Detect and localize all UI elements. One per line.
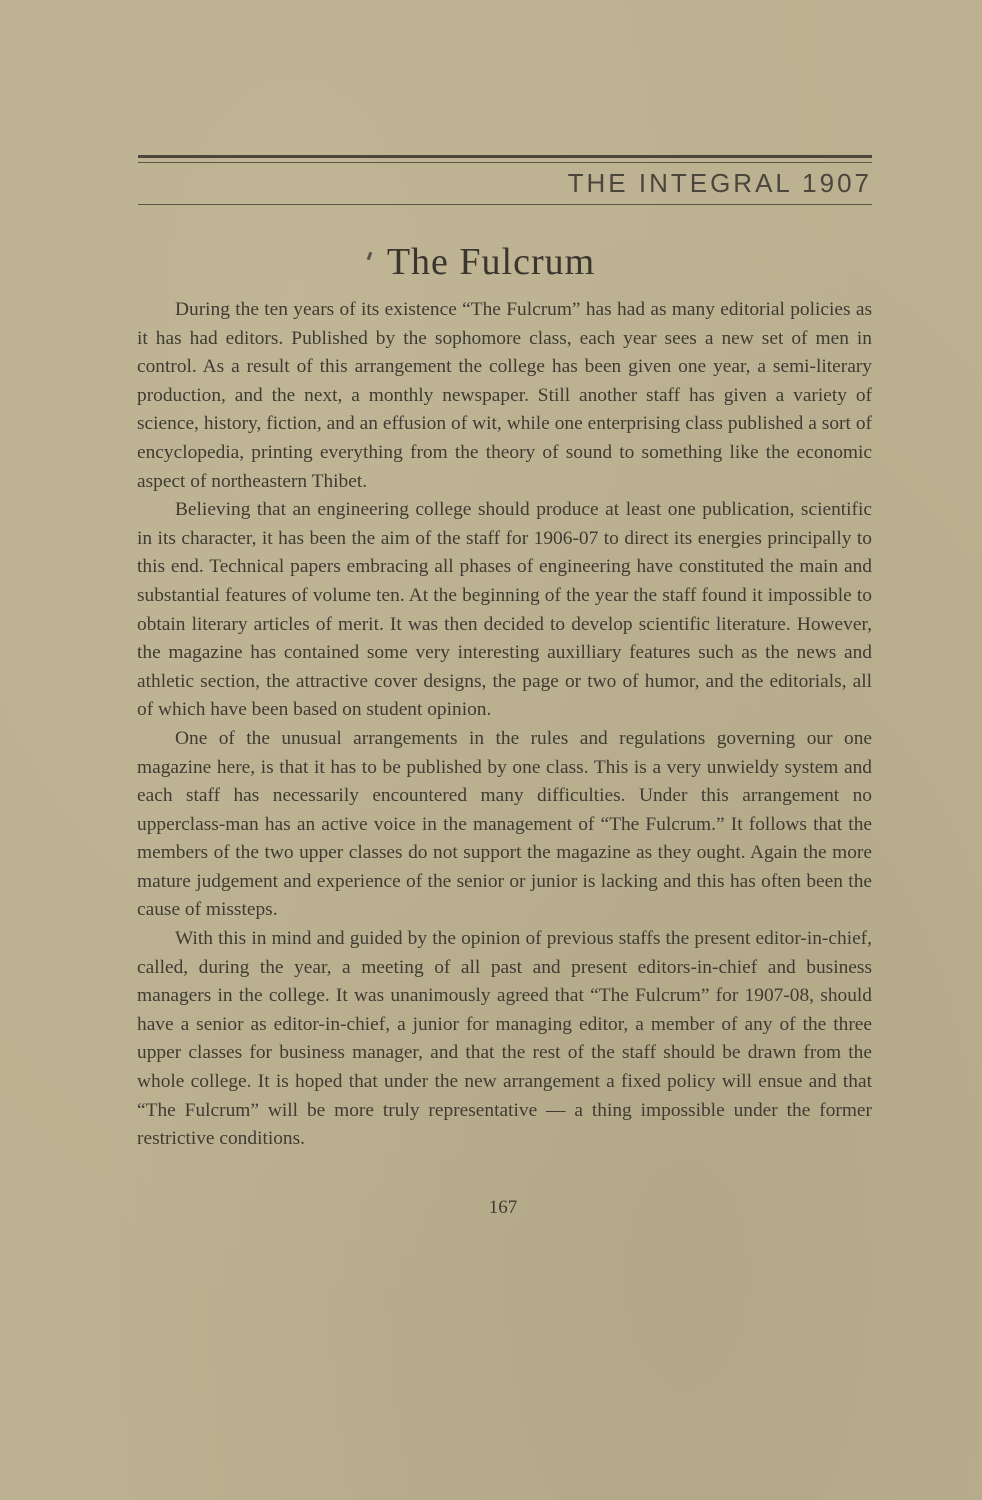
header-rule-thin bbox=[138, 162, 872, 163]
page-number: 167 bbox=[488, 1197, 518, 1218]
paragraph-1: During the ten years of its existence “The Fulcrum” has had as many editorial policies as it has had editors. Published by the sophomore class, each year sees a new set of men in control. As a result of this arrangement the college has been given one year, a semi-literary production, and the next, a monthly newspaper. Still another staff has given a variety of science, history, fiction, and an effusion of wit, while one enterprising class published a sort of encyclopedia, printing everything from the theory of sound to something like the economic aspect of northeastern Thibet. bbox=[137, 299, 872, 492]
article-title: The Fulcrum bbox=[386, 241, 596, 283]
header-rule-thick bbox=[138, 155, 872, 158]
running-head: THE INTEGRAL 1907 bbox=[567, 168, 872, 198]
paragraph-2: Believing that an engineering college should produce at least one publication, scientific in its character, it has been the aim of the staff for 1906-07 to direct its energies principally to this end. Technical papers embracing all phases of engineering have constituted the main and substantial features of volume ten. At the beginning of the year the staff found it impossible to obtain literary articles of merit. It was then decided to develop scientific literature. However, the magazine has contained some very interesting auxilliary features such as the news and athletic section, the attractive cover designs, the page or two of humor, and the editorials, all of which have been based on student opinion. bbox=[137, 499, 872, 721]
header-rule-bottom bbox=[138, 204, 872, 205]
paragraph-3: One of the unusual arrangements in the rules and regulations governing our one magazine here, is that it has to be published by one class. This is a very unwieldy system and each staff has necessarily encountered many difficulties. Under this arrangement no upperclass-man has an active voice in the management of “The Fulcrum.” It follows that the members of the two upper classes do not support the magazine as they ought. Again the more mature judgement and experience of the senior or junior is lacking and this has often been the cause of missteps. bbox=[137, 727, 872, 921]
paragraph-4: With this in mind and guided by the opinion of previous staffs the present editor-in-chief, called, during the year, a meeting of all past and present editors-in-chief and business managers in the college. It was unanimously agreed that “The Fulcrum” for 1907-08, should have a senior as editor-in-chief, a junior for managing editor, a member of any of the three upper classes for business manager, and that the rest of the staff should be drawn from the whole college. It is hoped that under the new arrangement a fixed policy will ensue and that “The Fulcrum” will be more truly representative — a thing impossible under the former restrictive conditions. bbox=[137, 928, 872, 1150]
article-body bbox=[137, 296, 872, 1154]
